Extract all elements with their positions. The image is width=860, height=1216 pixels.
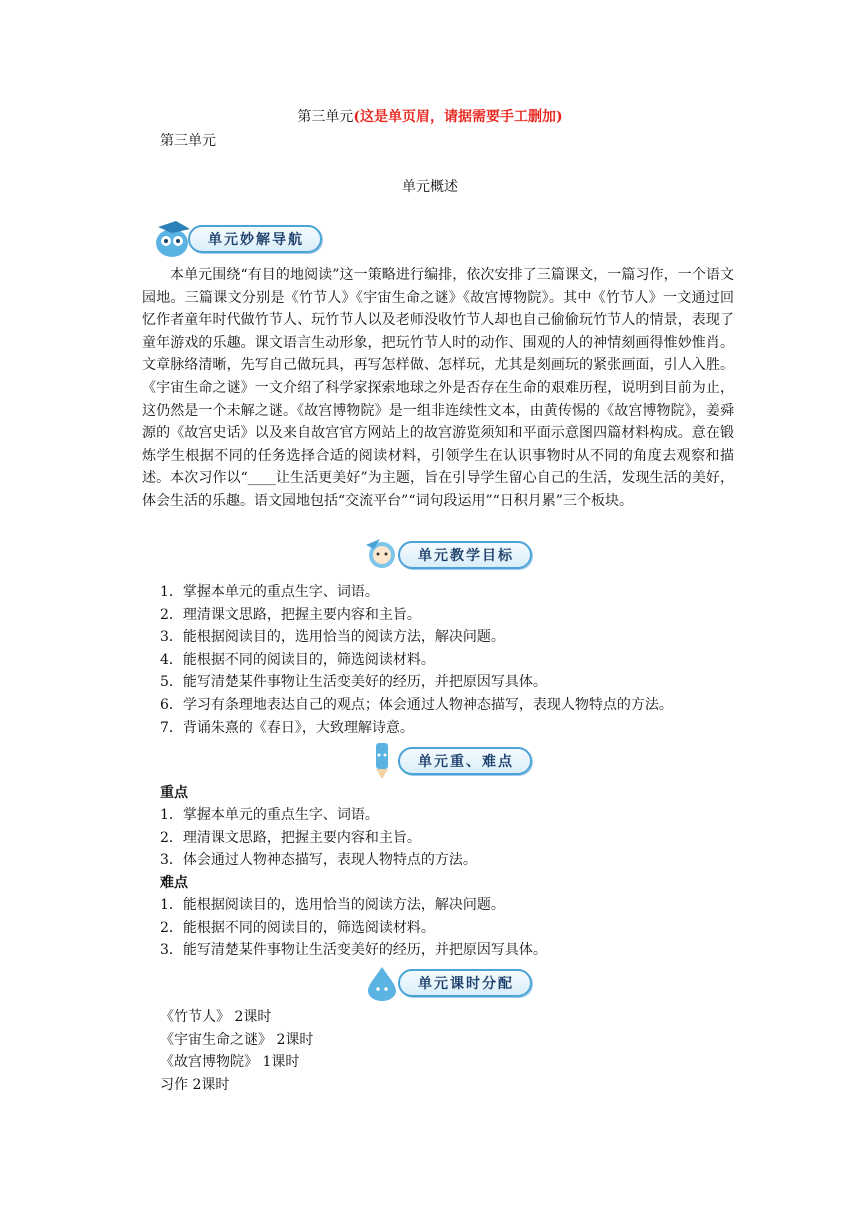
list-item: 2．能根据不同的阅读目的，筛选阅读材料。 (160, 919, 435, 936)
list-item: 1．掌握本单元的重点生字、词语。 (160, 807, 379, 823)
list-item: 4．能根据不同的阅读目的，筛选阅读材料。 (160, 651, 435, 668)
banner-keypoints (360, 746, 532, 776)
hard-points-title: 难点 (160, 875, 188, 891)
banner-keypoints-label: 单元重、难点 (398, 747, 532, 775)
banner-goals (360, 540, 532, 570)
list-item: 3．能写清楚某件事物让生活变美好的经历，并把原因写具体。 (160, 942, 547, 959)
list-item: 3．能根据阅读目的，选用恰当的阅读方法，解决问题。 (160, 629, 505, 646)
list-item: 2．理清课文思路，把握主要内容和主旨。 (160, 829, 421, 846)
overview-title: 单元概述 (402, 179, 458, 195)
hard-points-list (160, 894, 547, 962)
list-item: 5．能写清楚某件事物让生活变美好的经历，并把原因写具体。 (160, 674, 547, 691)
header-note: (这是单页眉，请据需要手工删加) (353, 109, 563, 125)
list-item: 《宇宙生命之谜》 2课时 (160, 1031, 314, 1048)
key-points-title: 重点 (160, 785, 188, 801)
key-points-list (160, 804, 477, 872)
list-item: 3．体会通过人物神态描写，表现人物特点的方法。 (160, 852, 477, 869)
header-title: 第三单元 (297, 109, 354, 125)
goals-list (160, 581, 673, 739)
banner-schedule-label: 单元课时分配 (398, 969, 532, 997)
intro-paragraph: 本单元围绕“有目的地阅读”这一策略进行编排，依次安排了三篇课文，一篇习作，一个语文园地。三篇课文分别是《竹节人》《宇宙生命之谜》《故宫博物院》。其中《竹节人》一文通过回忆作者童年时代做竹节人、玩竹节人以及老师没收竹节人却也自己偷偷玩竹节人的情景，表现了童年游戏的乐趣。课文语言生动形象，把玩竹节人时的动作、围观的人的神情刻画得惟妙惟肖。文章脉络清晰，先写自己做玩具，再写怎样做、怎样玩，尤其是刻画玩的紧张画面，引人入胜。《宇宙生命之谜》一文介绍了科学家探索地球之外是否存在生命的艰难历程，说明到目前为止，这仍然是一个未解之谜。《故宫博物院》是一组非连续性文本，由黄传惕的《故宫博物院》，姜舜源的《故宫史话》以及来自故宫官方网站上的故宫游览须知和平面示意图四篇材料构成。意在锻炼学生根据不同的任务选择合适的阅读材料，引领学生在认识事物时从不同的角度去观察和描述。本次习作以“____让生活更美好”为主题，旨在引导学生留心自己的生活，发现生活的美好，体会生活的乐趣。语文园地包括“交流平台”“词句段运用”“日积月累”三个板块。 (142, 267, 734, 509)
owl-mascot-icon (150, 219, 196, 259)
page-header (0, 106, 860, 126)
kid-mascot-icon (360, 535, 406, 575)
pencil-mascot-icon (360, 741, 406, 781)
list-item: 1．能根据阅读目的，选用恰当的阅读方法，解决问题。 (160, 897, 505, 913)
drop-mascot-icon (360, 963, 406, 1003)
banner-goals-label: 单元教学目标 (398, 541, 532, 569)
list-item: 《竹节人》 2课时 (160, 1009, 272, 1025)
banner-schedule (360, 968, 532, 998)
list-item: 7．背诵朱熹的《春日》，大致理解诗意。 (160, 719, 414, 736)
banner-guide-label: 单元妙解导航 (188, 225, 322, 253)
unit-label: 第三单元 (160, 133, 216, 149)
list-item: 习作 2课时 (160, 1076, 230, 1093)
list-item: 6．学习有条理地表达自己的观点；体会通过人物神态描写，表现人物特点的方法。 (160, 696, 673, 713)
list-item: 1．掌握本单元的重点生字、词语。 (160, 584, 379, 600)
schedule-list (160, 1006, 313, 1096)
list-item: 《故宫博物院》 1课时 (160, 1054, 300, 1071)
banner-guide (150, 224, 322, 254)
list-item: 2．理清课文思路，把握主要内容和主旨。 (160, 606, 421, 623)
